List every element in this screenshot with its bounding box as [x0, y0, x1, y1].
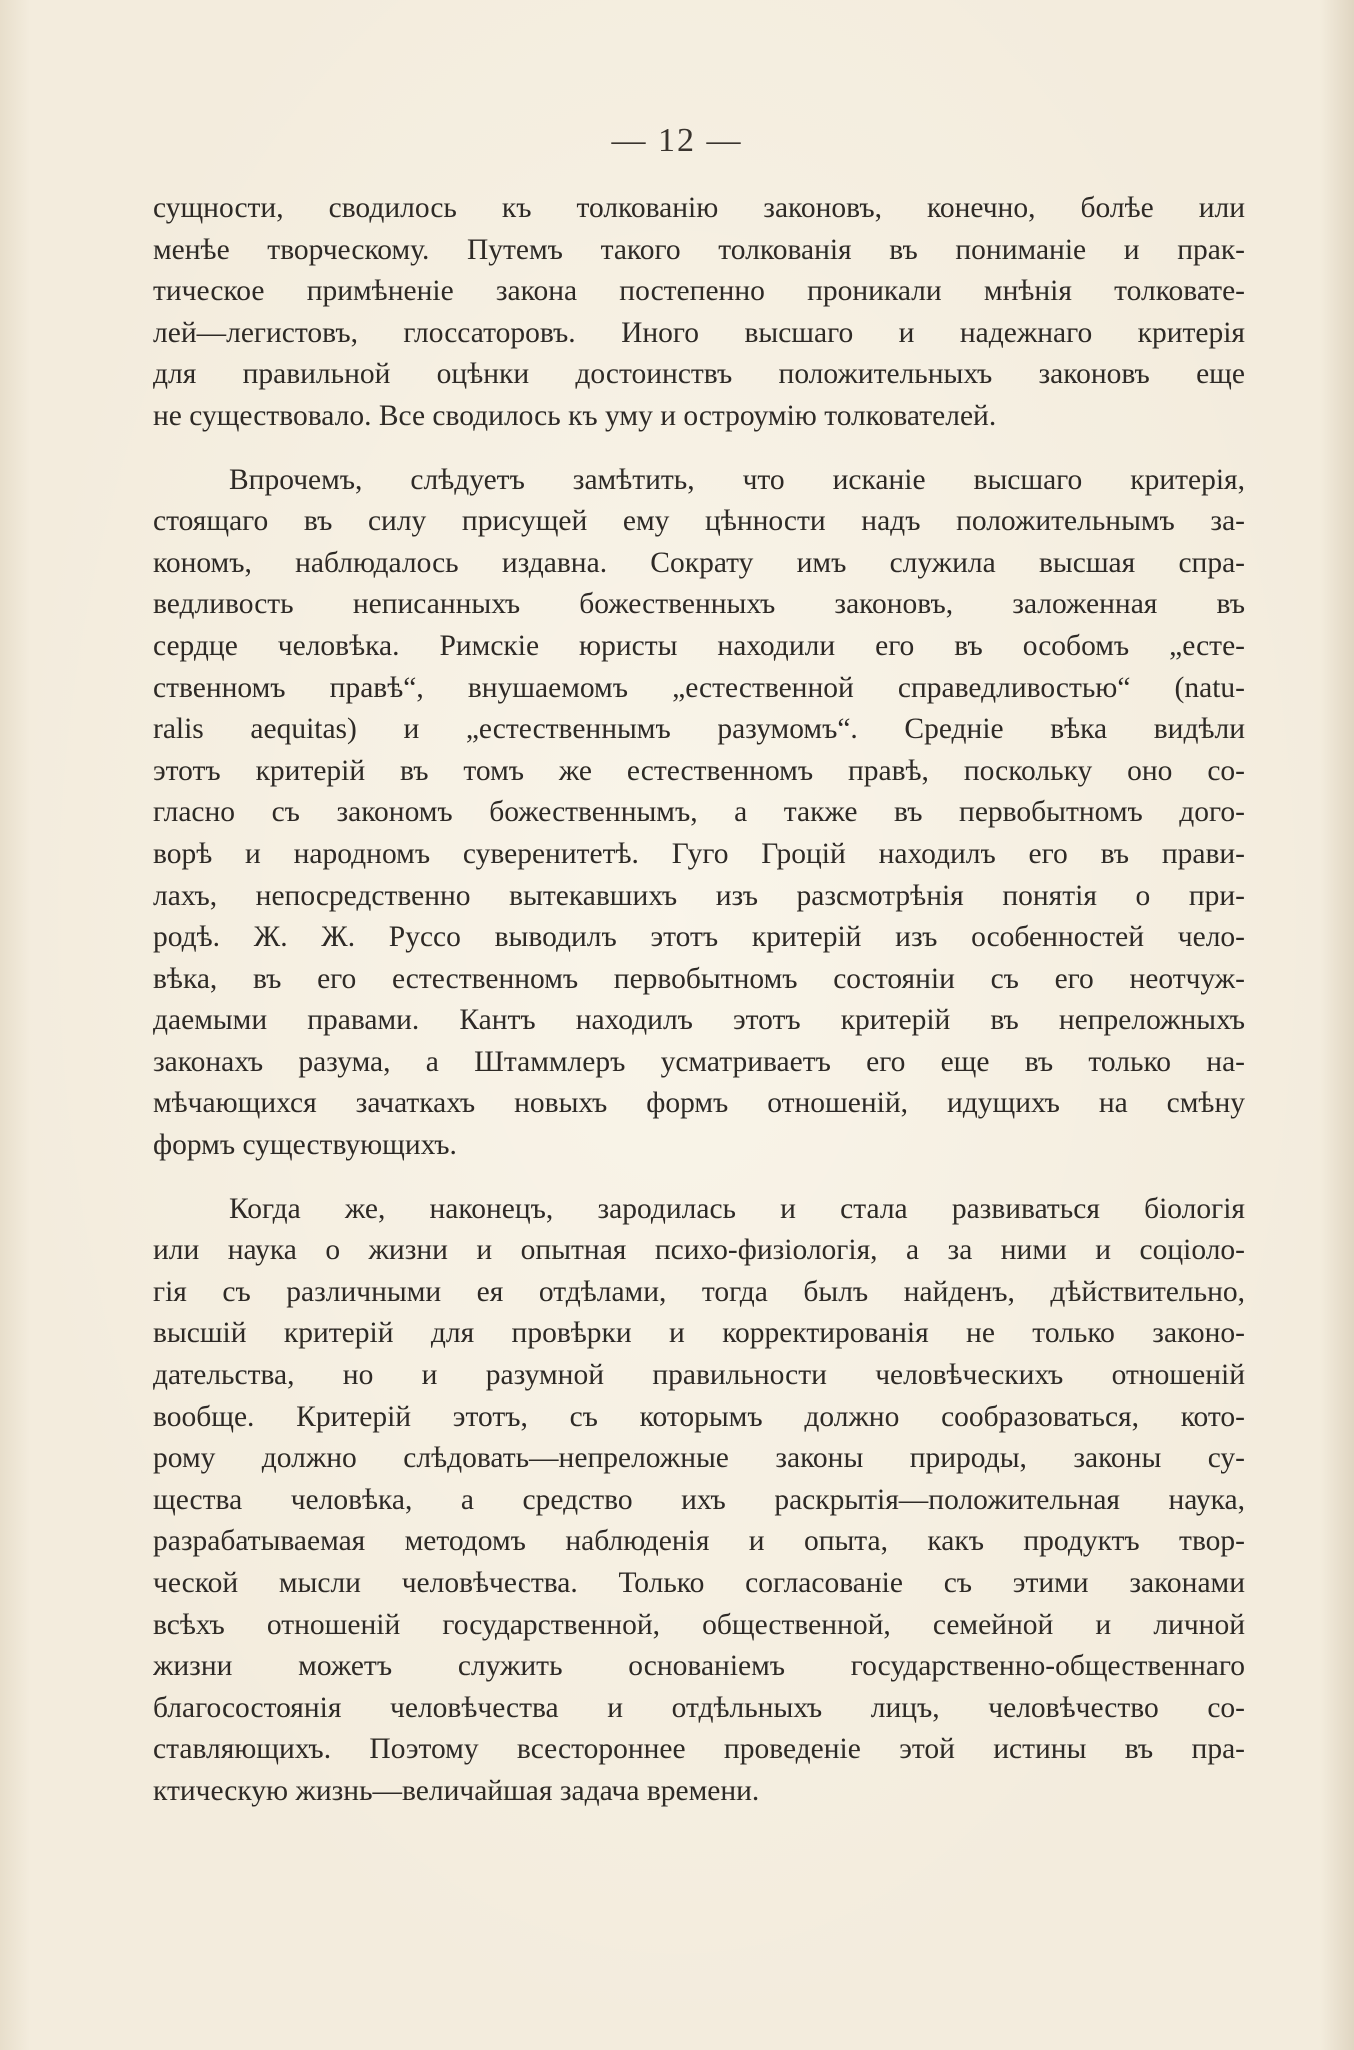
- text-line: не существовало. Все сводилось къ уму и остроумію толкователей.: [153, 399, 997, 432]
- text-line: дательства, но и разумной правильности человѣческихъ отношеній: [153, 1359, 1245, 1392]
- text-line: ralis aequitas) и „естественнымъ разумомъ“. Средніе вѣка видѣли: [153, 713, 1245, 746]
- text-line: или наука о жизни и опытная психо-физіологія, а за ними и соціоло-: [153, 1234, 1245, 1267]
- text-line: стоящаго въ силу присущей ему цѣнности надъ положительнымъ за-: [153, 505, 1245, 538]
- text-line: гласно съ закономъ божественнымъ, а также въ первобытномъ дого-: [153, 796, 1245, 829]
- text-line: формъ существующихъ.: [153, 1129, 457, 1162]
- text-line: рому должно слѣдовать—непреложные законы природы, законы су-: [153, 1442, 1245, 1475]
- paragraph-2: [153, 460, 1245, 1167]
- text-line: этотъ критерій въ томъ же естественномъ правѣ, поскольку оно со-: [153, 754, 1245, 787]
- text-line: лей—легистовъ, глоссаторовъ. Иного высшаго и надежнаго критерія: [153, 316, 1245, 349]
- text-line: Впрочемъ, слѣдуетъ замѣтить, что исканіе высшаго критерія,: [229, 463, 1245, 496]
- text-line: Когда же, наконецъ, зародилась и стала развиваться біологія: [229, 1192, 1245, 1225]
- text-line: родѣ. Ж. Ж. Руссо выводилъ этотъ критерій изъ особенностей чело-: [153, 921, 1245, 954]
- text-line: щества человѣка, а средство ихъ раскрытія—положительная наука,: [153, 1483, 1245, 1516]
- text-line: разрабатываемая методомъ наблюденія и опыта, какъ продуктъ твор-: [153, 1525, 1245, 1558]
- text-line: лахъ, непосредственно вытекавшихъ изъ разсмотрѣнія понятія о при-: [153, 879, 1245, 912]
- text-line: ческой мысли человѣчества. Только согласованіе съ этими законами: [153, 1567, 1245, 1599]
- body-text: [153, 188, 1245, 1813]
- text-line: гія съ различными ея отдѣлами, тогда былъ найденъ, дѣйствительно,: [153, 1275, 1245, 1308]
- text-line: даемыми правами. Кантъ находилъ этотъ критерій въ непреложныхъ: [153, 1004, 1245, 1037]
- text-line: мѣчающихся зачаткахъ новыхъ формъ отношеній, идущихъ на смѣну: [153, 1087, 1245, 1120]
- text-line: ктическую жизнь—величайшая задача времени.: [153, 1774, 760, 1807]
- page-number: — 12 —: [611, 122, 743, 159]
- text-line: ставляющихъ. Поэтому всестороннее проведеніе этой истины въ пра-: [153, 1733, 1245, 1766]
- text-line: жизни можетъ служить основаніемъ государственно-общественнаго: [153, 1650, 1245, 1683]
- text-line: вообще. Критерій этотъ, съ которымъ должно сообразоваться, кото-: [153, 1400, 1245, 1433]
- text-line: тическое примѣненіе закона постепенно проникали мнѣнія толковате-: [153, 275, 1245, 308]
- text-line: высшій критерій для провѣрки и корректированія не только законо-: [153, 1317, 1245, 1350]
- text-line: ворѣ и народномъ суверенитетѣ. Гуго Гроцій находилъ его въ прави-: [153, 837, 1245, 870]
- text-line: сердце человѣка. Римскіе юристы находили его въ особомъ „есте-: [153, 629, 1245, 662]
- text-line: для правильной оцѣнки достоинствъ положительныхъ законовъ еще: [153, 358, 1245, 391]
- text-line: менѣе творческому. Путемъ такого толкованія въ пониманіе и прак-: [153, 233, 1245, 266]
- text-line: ственномъ правѣ“, внушаемомъ „естественной справедливостью“ (natu-: [153, 671, 1245, 704]
- text-line: законахъ разума, а Штаммлеръ усматриваетъ его еще въ только на-: [153, 1045, 1245, 1078]
- text-line: благосостоянія человѣчества и отдѣльныхъ лицъ, человѣчество со-: [153, 1691, 1245, 1724]
- text-line: ведливость неписанныхъ божественныхъ законовъ, заложенная въ: [153, 588, 1245, 621]
- text-line: сущности, сводилось къ толкованію законовъ, конечно, болѣе или: [153, 192, 1245, 224]
- paragraph-3: [153, 1189, 1245, 1813]
- text-line: кономъ, наблюдалось издавна. Сократу имъ служила высшая спра-: [153, 546, 1245, 579]
- text-line: вѣка, въ его естественномъ первобытномъ состояніи съ его неотчуж-: [153, 962, 1245, 995]
- paragraph-1: [153, 188, 1245, 438]
- text-line: всѣхъ отношеній государственной, общественной, семейной и личной: [153, 1608, 1245, 1641]
